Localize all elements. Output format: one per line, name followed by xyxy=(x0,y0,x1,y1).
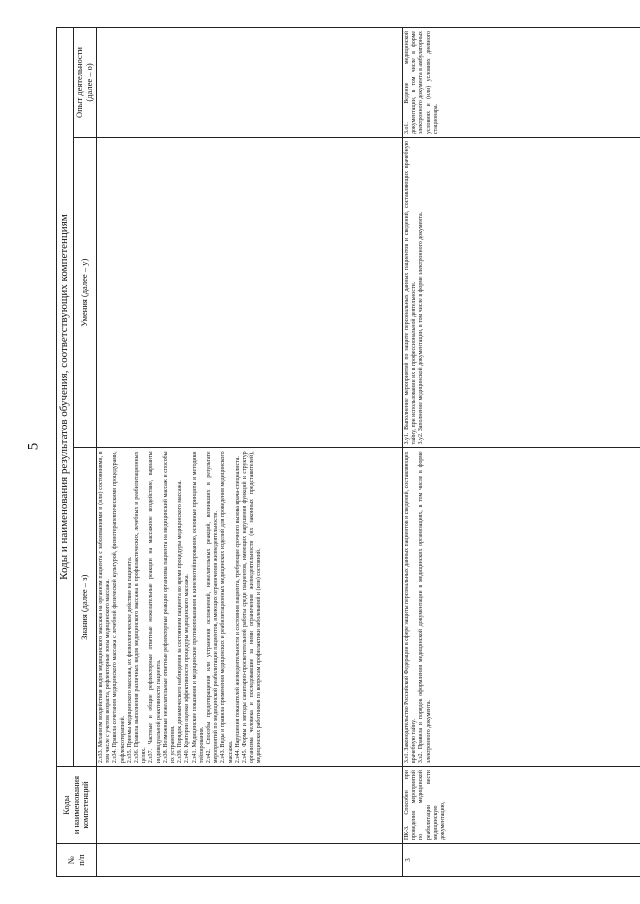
table-row xyxy=(97,28,403,877)
header-num: № п/п xyxy=(57,844,97,877)
knowledge-item: 2.з34. Правила сочетания медицинского массажа с лечебной физической культурой, физиотерапевтическими процедурами, рефлексотерапией. xyxy=(112,451,126,764)
table-row xyxy=(403,28,640,877)
knowledge-item: 2.з38. Возможные нежелательные ответные рефлекторные реакции организма пациента на медицинский массаж и способы их устранения. xyxy=(162,451,177,764)
experience-item: 3.о1. Ведение медицинской документации, в том числе в форме электронного документа в амбулаторных условиях и (или) условиях дневного стационара. xyxy=(404,31,439,134)
knowledge-item: 2.з39. Порядок динамического наблюдения за состоянием пациента во время процедуры медицинского массажа. xyxy=(177,480,184,764)
row-experience xyxy=(97,28,403,138)
skill-item: 3.у1. Выполнение мероприятий по защите персональных данных пациентов и сведений, составляющих врачебную тайну, при использовании их в профессиональной деятельности. xyxy=(404,140,418,445)
row-num xyxy=(97,844,403,877)
page-number: 5 xyxy=(25,442,42,451)
row-knowledge xyxy=(97,448,403,767)
row-skills xyxy=(403,137,640,447)
row-experience xyxy=(403,28,640,138)
rotated-page xyxy=(56,27,640,877)
competency-table xyxy=(56,27,640,877)
row-code xyxy=(97,767,403,844)
header-code: Коды и наименования компетенций xyxy=(57,767,97,844)
knowledge-item: 2.з45. Формы и методы санитарно-просветительной работы среди пациентов, имеющих нарушения функций и структур организма человека и последовавшие за ними ограничения жизнедеятельности (их законных представителей), медицинских работников по вопросам профилактики заболеваний и (или) состояний. xyxy=(242,451,263,764)
knowledge-item: 2.з36. Правила выполнения различных видов медицинского массажа в профилактических, лечебных и реабилитационных целях. xyxy=(134,451,148,764)
row-num: 3 xyxy=(403,844,640,877)
knowledge-item: 3.з1. Законодательство Российской Федерации в сфере защиты персональных данных пациентов и сведений, составляющих врачебную тайну. xyxy=(404,451,418,764)
knowledge-item: 2.з40. Критерии оценки эффективности процедуры медицинского массажа. xyxy=(184,574,191,764)
skill-item: 3.у2. Заполнение медицинской документации, в том числе в форме электронного документа. xyxy=(418,211,425,445)
row-knowledge xyxy=(403,448,640,767)
header-knowledge: Знания (далее – з) xyxy=(74,448,97,767)
knowledge-item: 2.з41. Медицинские показания и медицинские противопоказания к кинезиотейпированию, основные принципы и методики тейпирования. xyxy=(191,451,205,764)
knowledge-item: 2.з43. Виды и правила применения медицинских и реабилитационных медицинских изделий для проведения медицинского массажа. xyxy=(220,451,234,764)
row-code: ПК-3. Способен при проведении мероприятий по медицинской реабилитации вести медицинскую документацию, xyxy=(403,767,640,844)
knowledge-item: 2.з35. Приемы медицинского массажа, их физиологическое действие на пациента. xyxy=(126,556,133,764)
knowledge-item: 2.з42. Способы предотвращения или устранения осложнений, нежелательных реакций, возникших в результате мероприятий по медицинской реабилитации пациентов, имеющих ограничения жизнедеятельности. xyxy=(206,451,220,764)
knowledge-item: 2.з33. Механизм воздействия видов медицинского массажа на организм пациента с заболеваниями и (или) состояниями, в том числе с учетом возраста, рефлекторные зоны медицинского массажа. xyxy=(98,451,112,764)
row-skills xyxy=(97,137,403,447)
header-group-title: Коды и наименования результатов обучения, соответствующих компетенциям xyxy=(57,28,74,767)
knowledge-item: 3.з2. Правила и порядок оформления медицинской документации в медицинских организациях, в том числе в форме электронного документа. xyxy=(418,451,432,764)
knowledge-item: 2.з37. Частные и общие рефлекторные ответные нежелательные реакции на массажное воздействие, варианты индивидуальной реактивности пациента. xyxy=(148,451,162,764)
header-skills: Умения (далее – у) xyxy=(74,137,97,447)
header-experience: Опыт деятельности (далее – о) xyxy=(74,28,97,138)
knowledge-item: 2.з44. Нарушения показателей жизнедеятельности и состояния пациента, требующие срочного вызова врача-специалиста. xyxy=(234,456,241,764)
